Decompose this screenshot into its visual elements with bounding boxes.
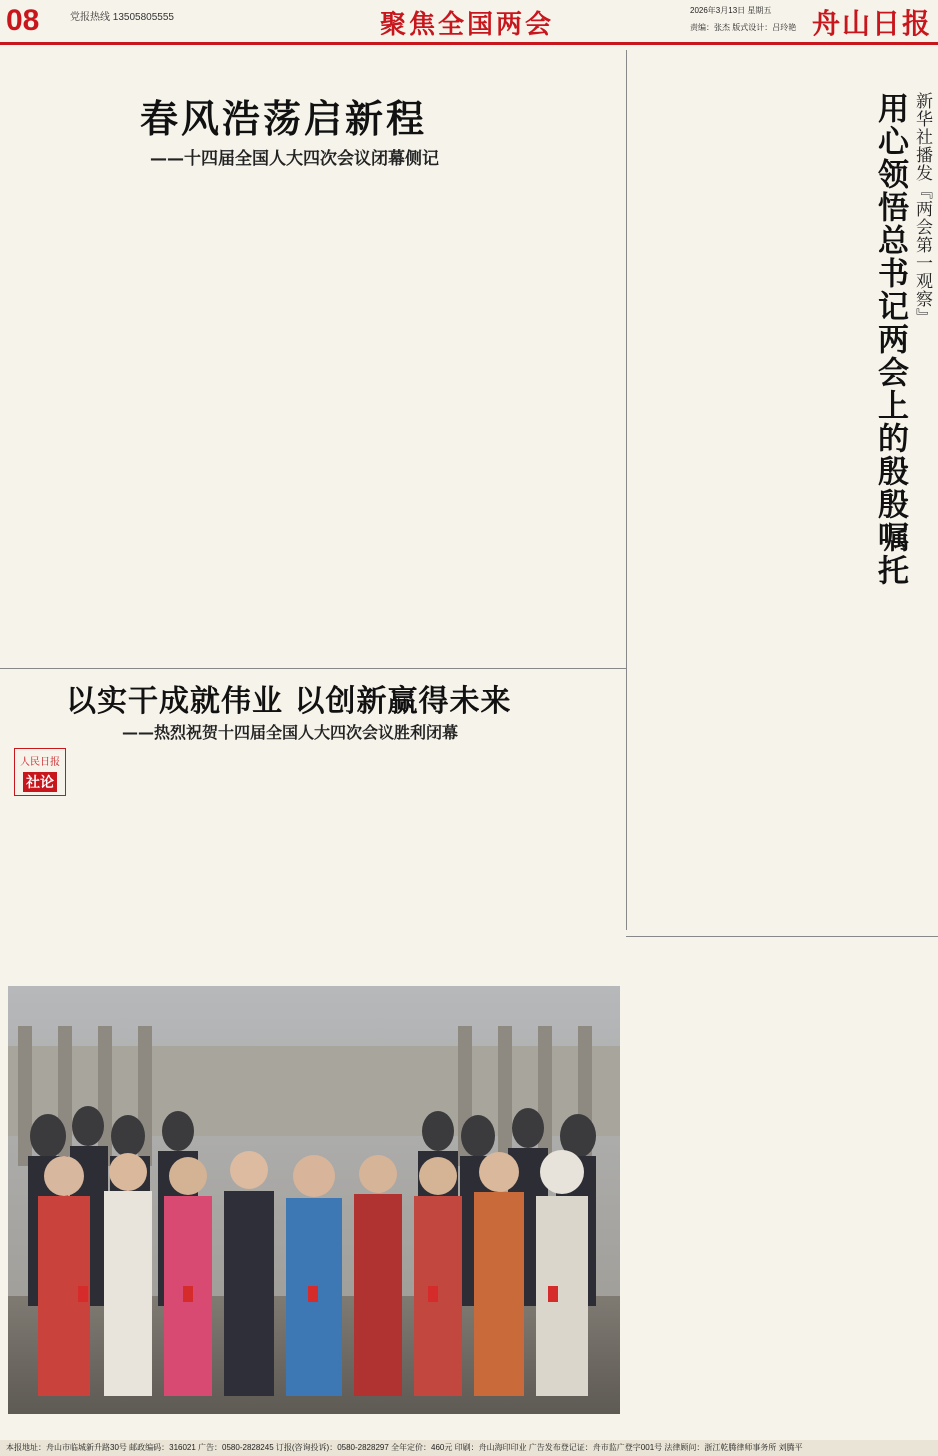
editorial-logo-top: 人民日报 [20, 757, 60, 768]
article1-column-5 [426, 174, 524, 660]
section-title: 聚焦全国两会 [380, 10, 555, 40]
divider-vertical [626, 50, 627, 930]
hotline: 党报热线 13505805555 [70, 12, 174, 23]
footer-info: 本报地址：舟山市临城新升路30号 邮政编码：316021 广告：0580-2828245 订报(咨询投诉)：0580-2828297 全年定价：460元 印刷：舟山海印印业 广告发布登记证：舟市监广登字001号 法律顾问：浙江乾腾律师事务所 刘腾平 [0, 1440, 938, 1456]
article1-column-6 [530, 174, 622, 660]
article1-column-3 [218, 174, 316, 660]
editors-credit: 责编：张杰 版式设计：吕玲艳 [690, 23, 797, 32]
article2-column-5 [514, 748, 622, 980]
article2-title: 以实干成就伟业 以创新赢得未来 [66, 684, 512, 719]
article3-vertical-title-small: 新华社播发『两会第一观察』 [912, 92, 932, 326]
article3-body-main [632, 232, 934, 928]
article1-column-1 [10, 174, 108, 660]
article2-column-4 [388, 748, 510, 980]
article1-column-4 [322, 174, 420, 660]
continuation-column-1 [632, 944, 728, 1434]
article2-subtitle: ——热烈祝贺十四届全国人大四次会议胜利闭幕 [122, 723, 459, 742]
article1-subtitle: ——十四届全国人大四次会议闭幕侧记 [150, 149, 439, 169]
editorial-logo-bottom: 社论 [23, 772, 57, 792]
photo-illustration [8, 986, 620, 1414]
delegates-photo [8, 986, 620, 1414]
header-rule [0, 42, 938, 45]
article1-column-2 [114, 174, 212, 660]
divider-article1 [0, 668, 626, 669]
article3-vertical-title-big: 用心领悟总书记两会上的殷殷嘱托 [872, 92, 908, 587]
continuation-column-3 [836, 944, 932, 1434]
divider-right-bottom [626, 936, 938, 937]
article2-column-1 [10, 748, 132, 980]
newspaper-logo: 舟山日报 [812, 7, 933, 40]
article2-column-3 [262, 748, 384, 980]
page-number: 08 [6, 4, 40, 37]
article1-title: 春风浩荡启新程 [140, 96, 428, 141]
issue-date: 2026年3月13日 星期五 [690, 6, 772, 15]
article3-body-top [632, 92, 862, 230]
article2-column-2 [136, 748, 258, 980]
continuation-column-2 [734, 944, 830, 1434]
